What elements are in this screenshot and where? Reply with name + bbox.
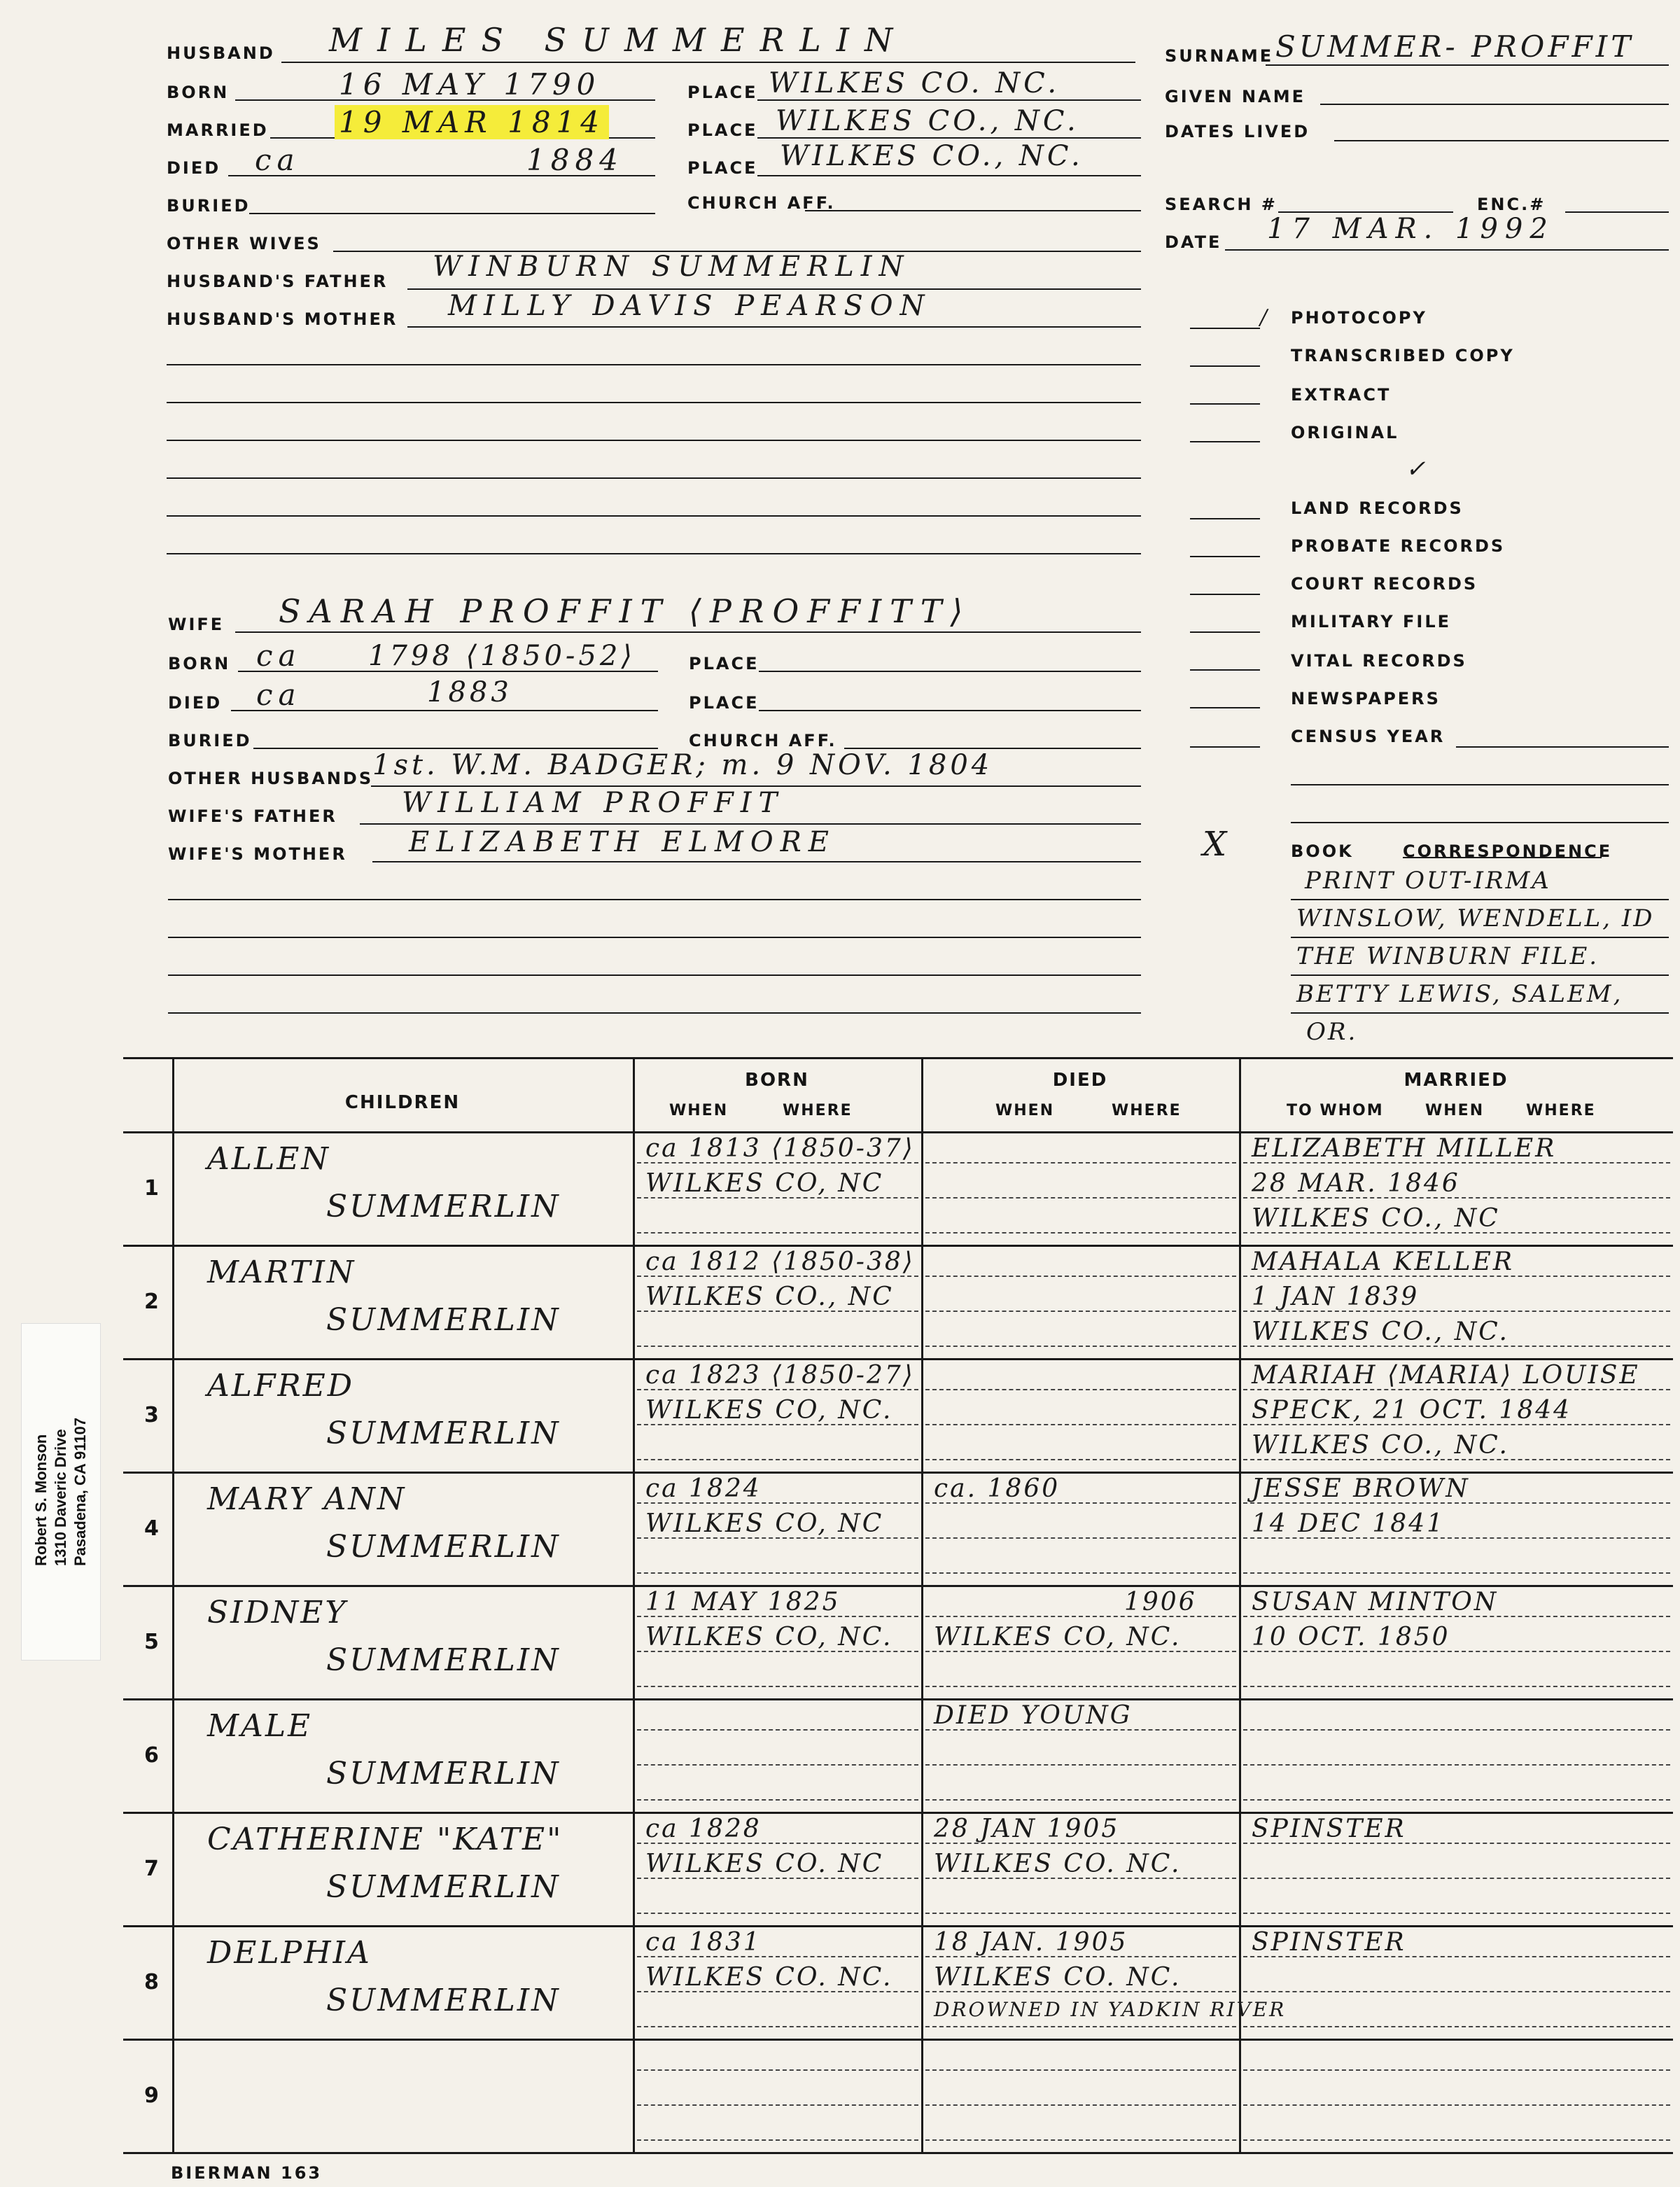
- table-row-border: [123, 1245, 1673, 1247]
- date-label: DATE: [1165, 232, 1222, 252]
- source-note[interactable]: THE WINBURN FILE.: [1296, 942, 1600, 970]
- table-dash-line: [925, 1232, 1236, 1234]
- census-year-label: CENSUS YEAR: [1291, 727, 1446, 746]
- newspapers-line: [1190, 707, 1260, 708]
- child-surname[interactable]: SUMMERLIN: [326, 1529, 561, 1565]
- wifes-mother[interactable]: ELIZABETH ELMORE: [409, 826, 836, 858]
- blank-line: [167, 553, 1141, 554]
- buried-line: [249, 213, 655, 214]
- source-note-line: [1291, 1012, 1669, 1014]
- row-number: 5: [144, 1630, 159, 1654]
- place-label-born: PLACE: [687, 83, 758, 102]
- table-row-border: [123, 1925, 1673, 1927]
- wifes-father-label: WIFE'S FATHER: [168, 806, 337, 826]
- table-dash-line: [925, 1276, 1236, 1277]
- married-header: MARRIED: [1404, 1070, 1508, 1091]
- child-died-when[interactable]: 28 JAN 1905: [934, 1815, 1120, 1843]
- table-dash-line: [925, 1197, 1236, 1199]
- child-surname[interactable]: SUMMERLIN: [326, 1302, 561, 1338]
- table-dash-line: [637, 1913, 918, 1914]
- child-surname[interactable]: SUMMERLIN: [326, 1983, 561, 2018]
- table-dash-line: [925, 1389, 1236, 1390]
- husband-married-date[interactable]: 19 MAR 1814: [335, 105, 609, 139]
- child-first-name[interactable]: MARTIN: [207, 1255, 356, 1290]
- photocopy-label: PHOTOCOPY: [1291, 308, 1427, 328]
- child-born-where[interactable]: WILKES CO, NC.: [645, 1396, 893, 1425]
- blank-line: [167, 515, 1141, 517]
- source-note[interactable]: WINSLOW, WENDELL, ID: [1296, 904, 1655, 932]
- table-dash-line: [637, 1232, 918, 1234]
- child-died-where[interactable]: WILKES CO. NC.: [934, 1850, 1182, 1878]
- husbands-mother-line: [407, 326, 1141, 328]
- place-label-married: PLACE: [687, 120, 758, 140]
- newspapers-label: NEWSPAPERS: [1291, 689, 1441, 708]
- land-records-label: LAND RECORDS: [1291, 498, 1464, 518]
- vital-line: [1190, 669, 1260, 671]
- blank-line: [167, 402, 1141, 403]
- table-col-divider: [921, 1057, 923, 2152]
- blank-line: [168, 899, 1141, 900]
- husbands-mother[interactable]: MILLY DAVIS PEARSON: [448, 290, 932, 322]
- table-dash-line: [1243, 1764, 1670, 1766]
- table-row-border: [123, 1585, 1673, 1587]
- source-note[interactable]: BETTY LEWIS, SALEM,: [1296, 980, 1623, 1008]
- born-header: BORN: [745, 1070, 809, 1091]
- husbands-father-label: HUSBAND'S FATHER: [167, 272, 388, 291]
- child-first-name[interactable]: MARY ANN: [207, 1481, 407, 1517]
- child-m1[interactable]: MAHALA KELLER: [1252, 1248, 1514, 1276]
- wifes-mother-label: WIFE'S MOTHER: [168, 844, 347, 864]
- died-header: DIED: [1052, 1070, 1108, 1091]
- place-label-wife-died: PLACE: [689, 693, 760, 713]
- original-label: ORIGINAL: [1291, 423, 1399, 442]
- child-surname[interactable]: SUMMERLIN: [326, 1642, 561, 1678]
- table-dash-line: [925, 1162, 1236, 1164]
- land-line: [1190, 518, 1260, 519]
- child-surname[interactable]: SUMMERLIN: [326, 1756, 561, 1791]
- wife-died-prefix[interactable]: ca: [256, 678, 302, 712]
- blank-line: [168, 937, 1141, 938]
- husband-born[interactable]: 16 MAY 1790: [339, 67, 601, 102]
- blank-source-line: [1291, 784, 1669, 785]
- child-surname[interactable]: SUMMERLIN: [326, 1189, 561, 1224]
- row-number: 6: [144, 1743, 159, 1768]
- husbands-father[interactable]: WINBURN SUMMERLIN: [433, 251, 911, 283]
- child-first-name[interactable]: ALFRED: [207, 1368, 355, 1404]
- source-note-line: [1291, 937, 1669, 938]
- child-born-when[interactable]: ca 1812 ⟨1850-38⟩: [645, 1248, 915, 1276]
- wife-born[interactable]: 1798 ⟨1850-52⟩: [368, 640, 636, 672]
- husband-married-place[interactable]: WILKES CO., NC.: [776, 105, 1079, 137]
- child-born-when[interactable]: ca 1828: [645, 1815, 762, 1843]
- table-dash-line: [637, 1459, 918, 1460]
- married-when-header: WHEN: [1425, 1102, 1485, 1119]
- table-dash-line: [637, 2104, 918, 2106]
- book-label: BOOK: [1291, 841, 1354, 861]
- wifes-father-line: [360, 823, 1141, 825]
- military-line: [1190, 631, 1260, 633]
- address-city: Pasadena, CA 91107: [71, 1418, 89, 1566]
- table-dash-line: [637, 1346, 918, 1347]
- child-m2[interactable]: 1 JAN 1839: [1252, 1283, 1420, 1311]
- place-label-died: PLACE: [687, 158, 758, 178]
- table-dash-line: [1243, 2069, 1670, 2071]
- married-label: MARRIED: [167, 120, 269, 140]
- child-m1[interactable]: MARIAH ⟨MARIA⟩ LOUISE: [1252, 1361, 1640, 1390]
- row-number: 4: [144, 1516, 159, 1541]
- blank-line: [167, 477, 1141, 479]
- child-died-where[interactable]: WILKES CO. NC.: [934, 1963, 1182, 1992]
- correspondence-underline: [1403, 857, 1602, 858]
- table-dash-line: [925, 2069, 1236, 2071]
- other-wives-label: OTHER WIVES: [167, 234, 321, 253]
- table-dash-line: [925, 1913, 1236, 1914]
- church-aff-line: [805, 210, 1141, 211]
- enc-label: ENC.#: [1477, 195, 1546, 214]
- wife-label: WIFE: [168, 615, 225, 634]
- wife-line: [235, 631, 1141, 633]
- buried-label: BURIED: [167, 196, 251, 216]
- died-label: DIED: [167, 158, 221, 178]
- table-dash-line: [925, 1459, 1236, 1460]
- table-dash-line: [925, 1346, 1236, 1347]
- child-m2[interactable]: 28 MAR. 1846: [1252, 1169, 1460, 1198]
- dates-lived-label: DATES LIVED: [1165, 122, 1310, 141]
- table-dash-line: [925, 1799, 1236, 1801]
- born-where-header: WHERE: [783, 1102, 853, 1119]
- wife-died[interactable]: 1883: [427, 676, 512, 708]
- blank-line: [167, 364, 1141, 365]
- table-dash-line: [925, 2139, 1236, 2141]
- table-dash-line: [637, 1729, 918, 1731]
- military-file-label: MILITARY FILE: [1291, 612, 1452, 631]
- born-label: BORN: [167, 83, 230, 102]
- address-name: Robert S. Monson: [32, 1434, 50, 1566]
- wife-born-prefix[interactable]: ca: [256, 638, 302, 673]
- table-header-border: [123, 1131, 1673, 1133]
- table-dash-line: [925, 1572, 1236, 1574]
- table-dash-line: [1243, 1686, 1670, 1687]
- dates-lived-line: [1334, 140, 1669, 141]
- row-number: 2: [144, 1290, 159, 1314]
- husbands-mother-label: HUSBAND'S MOTHER: [167, 309, 398, 329]
- table-dash-line: [1243, 2139, 1670, 2141]
- wife-name[interactable]: SARAH PROFFIT ⟨PROFFITT⟩: [279, 592, 972, 630]
- table-col-divider: [1239, 1057, 1241, 2152]
- transcribed-line: [1190, 365, 1260, 367]
- wife-born-place-line: [759, 671, 1141, 672]
- source-note[interactable]: PRINT OUT-IRMA: [1305, 867, 1551, 895]
- table-dash-line: [1243, 1913, 1670, 1914]
- table-dash-line: [925, 2104, 1236, 2106]
- original-line: [1190, 441, 1260, 442]
- child-born-where[interactable]: WILKES CO. NC.: [645, 1963, 893, 1992]
- extract-label: EXTRACT: [1291, 385, 1392, 405]
- table-dash-line: [925, 1764, 1236, 1766]
- married-to-whom-header: TO WHOM: [1287, 1102, 1384, 1119]
- given-name-label: GIVEN NAME: [1165, 87, 1306, 106]
- child-died-where[interactable]: WILKES CO, NC.: [934, 1623, 1182, 1651]
- row-number: 7: [144, 1857, 159, 1881]
- check-mark-icon: ✓: [1406, 455, 1428, 483]
- husband-label: HUSBAND: [167, 43, 275, 63]
- blank-line: [167, 440, 1141, 441]
- child-surname[interactable]: SUMMERLIN: [326, 1869, 561, 1905]
- wife-church-aff-label: CHURCH AFF.: [689, 731, 837, 750]
- address-street: 1310 Daveric Drive: [52, 1429, 69, 1566]
- address-label: [21, 1323, 101, 1661]
- child-m3[interactable]: WILKES CO., NC.: [1252, 1318, 1509, 1346]
- table-dash-line: [925, 2026, 1236, 2027]
- surname-line: [1266, 64, 1669, 66]
- table-dash-line: [1243, 1572, 1670, 1574]
- husband-died-place[interactable]: WILKES CO., NC.: [780, 140, 1084, 172]
- table-row-border: [123, 2039, 1673, 2041]
- child-born-when[interactable]: 11 MAY 1825: [645, 1588, 841, 1616]
- table-row-border: [123, 2152, 1673, 2154]
- vital-records-label: VITAL RECORDS: [1291, 651, 1467, 671]
- child-born-where[interactable]: WILKES CO., NC: [645, 1283, 894, 1311]
- child-m3[interactable]: WILKES CO., NC.: [1252, 1431, 1509, 1460]
- probate-records-label: PROBATE RECORDS: [1291, 536, 1506, 556]
- court-records-label: COURT RECORDS: [1291, 574, 1478, 594]
- table-dash-line: [925, 1537, 1236, 1539]
- table-dash-line: [925, 1424, 1236, 1425]
- died-where-header: WHERE: [1112, 1102, 1182, 1119]
- table-col-divider: [172, 1057, 174, 2152]
- wife-died-label: DIED: [168, 693, 223, 713]
- date-value[interactable]: 17 MAR. 1992: [1267, 213, 1555, 245]
- child-born-where[interactable]: WILKES CO, NC.: [645, 1623, 893, 1651]
- wifes-mother-line: [372, 861, 1141, 862]
- census-year-line: [1456, 746, 1669, 748]
- address-label-text: [31, 1418, 90, 1566]
- child-born-when[interactable]: ca 1831: [645, 1928, 762, 1957]
- row-number: 3: [144, 1403, 159, 1427]
- correspondence-label: CORRESPONDENCE: [1403, 841, 1613, 861]
- husband-died-year[interactable]: 1884: [526, 143, 624, 177]
- source-note-line: [1291, 974, 1669, 976]
- row-number: 1: [144, 1176, 159, 1201]
- child-first-name[interactable]: SIDNEY: [207, 1595, 348, 1630]
- child-born-where[interactable]: WILKES CO, NC: [645, 1169, 884, 1198]
- table-dash-line: [637, 1764, 918, 1766]
- died-when-header: WHEN: [995, 1102, 1055, 1119]
- surname-value[interactable]: SUMMER- PROFFIT: [1275, 29, 1634, 64]
- source-note-line: [1291, 899, 1669, 900]
- married-place-line: [757, 137, 1141, 139]
- photocopy-tick: /: [1260, 305, 1270, 330]
- husband-born-place[interactable]: WILKES CO. NC.: [769, 67, 1060, 99]
- other-husbands-label: OTHER HUSBANDS: [168, 769, 374, 788]
- child-first-name[interactable]: ALLEN: [207, 1141, 330, 1177]
- row-number: 9: [144, 2083, 159, 2108]
- table-row-border: [123, 1812, 1673, 1814]
- child-m1[interactable]: SPINSTER: [1252, 1815, 1406, 1843]
- married-where-header: WHERE: [1526, 1102, 1596, 1119]
- child-m1[interactable]: SPINSTER: [1252, 1928, 1406, 1957]
- other-husbands[interactable]: 1st. W.M. BADGER; m. 9 NOV. 1804: [372, 749, 993, 781]
- born-when-header: WHEN: [669, 1102, 729, 1119]
- census-line: [1190, 746, 1260, 748]
- child-died-when[interactable]: ca. 1860: [934, 1474, 1060, 1503]
- table-dash-line: [925, 1311, 1236, 1312]
- table-dash-line: [637, 1572, 918, 1574]
- child-first-name[interactable]: CATHERINE "KATE": [207, 1822, 564, 1857]
- child-born-when[interactable]: ca 1813 ⟨1850-37⟩: [645, 1134, 915, 1163]
- given-name-line: [1320, 104, 1669, 105]
- born-place-line: [757, 99, 1141, 101]
- table-row-border: [123, 1472, 1673, 1474]
- table-dash-line: [1243, 1878, 1670, 1879]
- child-m1[interactable]: JESSE BROWN: [1252, 1474, 1470, 1503]
- table-row-border: [123, 1698, 1673, 1700]
- table-col-divider: [633, 1057, 635, 2152]
- child-m1[interactable]: ELIZABETH MILLER: [1252, 1134, 1557, 1163]
- photocopy-line: [1190, 328, 1260, 329]
- footer-form-number: BIERMAN 163: [171, 2163, 323, 2183]
- table-dash-line: [1243, 2104, 1670, 2106]
- table-dash-line: [925, 1686, 1236, 1687]
- child-first-name[interactable]: MALE: [207, 1708, 313, 1744]
- blank-source-line: [1291, 822, 1669, 823]
- wife-buried-label: BURIED: [168, 731, 252, 750]
- date-line: [1225, 249, 1669, 251]
- child-m2[interactable]: SPECK, 21 OCT. 1844: [1252, 1396, 1572, 1425]
- table-row-border: [123, 1358, 1673, 1360]
- children-header: CHILDREN: [344, 1092, 461, 1113]
- wife-died-place-line: [759, 710, 1141, 711]
- blank-line: [168, 974, 1141, 976]
- husband-name[interactable]: MILES SUMMERLIN: [329, 21, 909, 59]
- child-first-name[interactable]: DELPHIA: [207, 1935, 372, 1971]
- table-dash-line: [1243, 2026, 1670, 2027]
- court-line: [1190, 594, 1260, 595]
- church-aff-label: CHURCH AFF.: [687, 193, 836, 213]
- x-mark: X: [1203, 825, 1233, 864]
- probate-line: [1190, 556, 1260, 557]
- table-dash-line: [1243, 1729, 1670, 1731]
- child-surname[interactable]: SUMMERLIN: [326, 1416, 561, 1451]
- child-m2[interactable]: 14 DEC 1841: [1252, 1509, 1445, 1538]
- died-place-line: [757, 175, 1141, 176]
- child-born-where[interactable]: WILKES CO, NC: [645, 1509, 884, 1538]
- child-born-when[interactable]: ca 1824: [645, 1474, 762, 1503]
- table-dash-line: [637, 2139, 918, 2141]
- surname-label: SURNAME: [1165, 46, 1274, 66]
- table-dash-line: [637, 1799, 918, 1801]
- child-died-when[interactable]: 1906: [1124, 1588, 1197, 1616]
- table-dash-line: [1243, 1799, 1670, 1801]
- extract-line: [1190, 403, 1260, 405]
- child-died-when[interactable]: DIED YOUNG: [934, 1701, 1133, 1730]
- husband-died-prefix[interactable]: ca: [255, 143, 300, 177]
- table-top-border: [123, 1057, 1673, 1059]
- table-dash-line: [637, 2069, 918, 2071]
- table-dash-line: [637, 2026, 918, 2027]
- husband-line: [281, 62, 1135, 63]
- wifes-father[interactable]: WILLIAM PROFFIT: [402, 787, 785, 819]
- enc-line: [1565, 211, 1669, 213]
- row-number: 8: [144, 1970, 159, 1994]
- child-born-where[interactable]: WILKES CO. NC: [645, 1850, 884, 1878]
- search-label: SEARCH #: [1165, 195, 1278, 214]
- child-m2[interactable]: 10 OCT. 1850: [1252, 1623, 1450, 1651]
- child-m1[interactable]: SUSAN MINTON: [1252, 1588, 1499, 1616]
- table-dash-line: [637, 1686, 918, 1687]
- wife-born-label: BORN: [168, 654, 231, 673]
- child-death-note[interactable]: DROWNED IN YADKIN RIVER: [934, 1998, 1287, 2021]
- table-dash-line: [1243, 1991, 1670, 1992]
- source-note[interactable]: OR.: [1306, 1018, 1358, 1046]
- transcribed-label: TRANSCRIBED COPY: [1291, 346, 1515, 365]
- place-label-wife-born: PLACE: [689, 654, 760, 673]
- child-born-when[interactable]: ca 1823 ⟨1850-27⟩: [645, 1361, 915, 1390]
- child-died-when[interactable]: 18 JAN. 1905: [934, 1928, 1128, 1957]
- blank-line: [168, 1012, 1141, 1014]
- child-m3[interactable]: WILKES CO., NC: [1252, 1204, 1500, 1233]
